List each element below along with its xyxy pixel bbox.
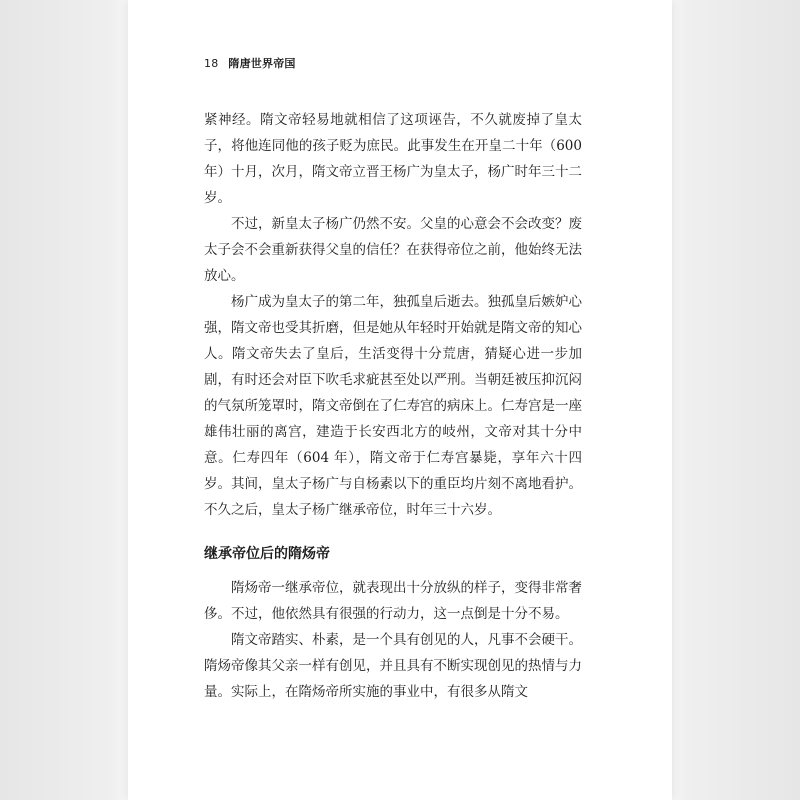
section-heading: 继承帝位后的隋炀帝 (204, 546, 330, 562)
paragraph-5: 隋文帝踏实、朴素，是一个具有创见的人，凡事不会硬干。隋炀帝像其父亲一样有创见，并且具有不断实现创见的热情与力量。实际上，在隋炀帝所实施的事业中，有很多从隋文 (204, 632, 582, 700)
book-page (128, 0, 672, 800)
paragraph-2: 不过，新皇太子杨广仍然不安。父皇的心意会不会改变？废太子会不会重新获得父皇的信任？在获得帝位之前，他始终无法放心。 (204, 216, 582, 284)
page-number: 18 (204, 57, 219, 70)
running-head (204, 55, 296, 71)
paragraph-3: 杨广成为皇太子的第二年，独孤皇后逝去。独孤皇后嫉妒心强，隋文帝也受其折磨，但是她从年轻时开始就是隋文帝的知心人。隋文帝失去了皇后，生活变得十分荒唐，猜疑心进一步加剧，有时还会对臣下吹毛求疵甚至处以严刑。当朝廷被压抑沉闷的气氛所笼罩时，隋文帝倒在了仁寿宫的病床上。仁寿宫是一座雄伟壮丽的离宫，建造于长安西北方的岐州，文帝对其十分中意。仁寿四年（604 年），隋文帝于仁寿宫暴毙，享年六十四岁。其间，皇太子杨广与自杨素以下的重臣均片刻不离地看护。不久之后，皇太子杨广继承帝位，时年三十六岁。 (204, 294, 582, 518)
book-title: 隋唐世界帝国 (228, 57, 296, 70)
page-body (204, 107, 582, 705)
paragraph-1: 紧神经。隋文帝轻易地就相信了这项诬告，不久就废掉了皇太子，将他连同他的孩子贬为庶民。此事发生在开皇二十年（600 年）十月，次月，隋文帝立晋王杨广为皇太子，杨广时年三十二岁。 (204, 112, 582, 206)
paragraph-4: 隋炀帝一继承帝位，就表现出十分放纵的样子，变得非常奢侈。不过，他依然具有很强的行动力，这一点倒是十分不易。 (204, 580, 582, 622)
